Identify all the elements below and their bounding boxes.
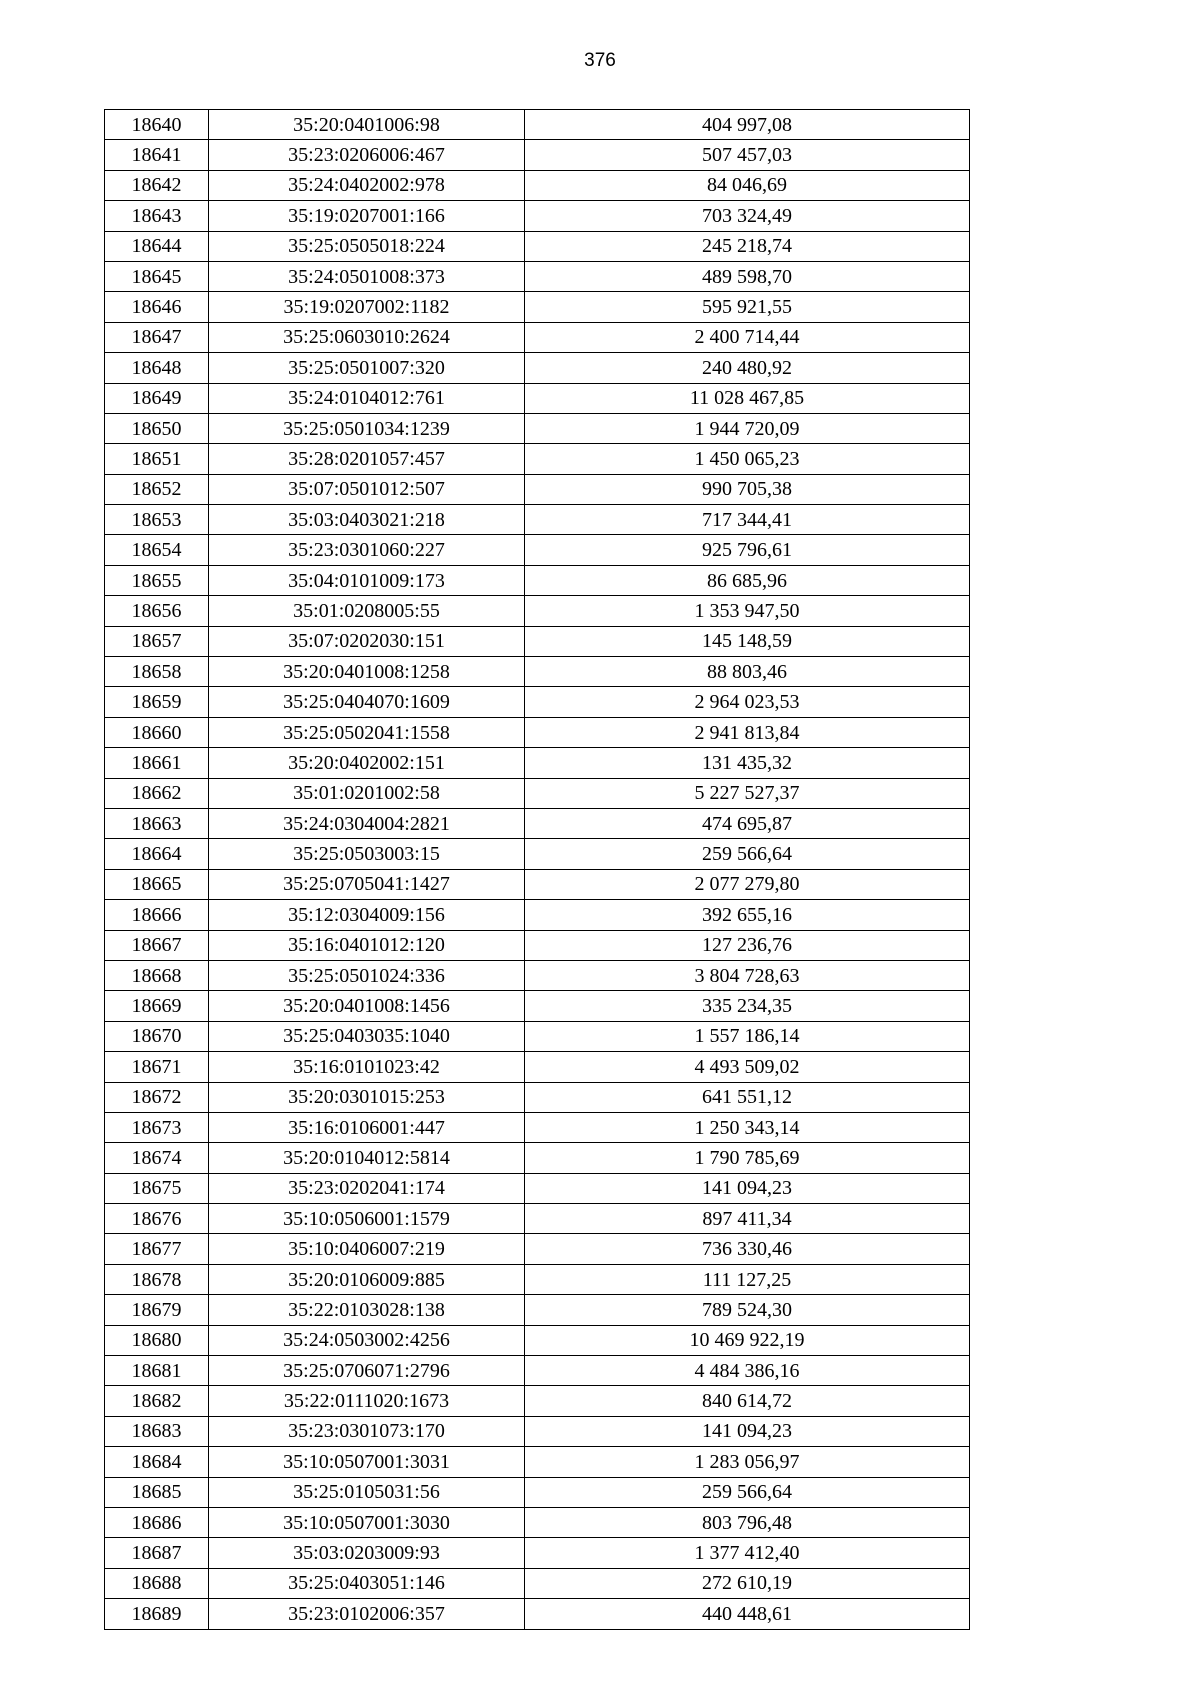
row-number-cell: 18666 <box>105 900 209 930</box>
table-row <box>105 565 970 595</box>
cadastral-value-cell: 4 493 509,02 <box>525 1052 970 1082</box>
table-row <box>105 1173 970 1203</box>
row-number-cell: 18679 <box>105 1295 209 1325</box>
row-number-cell: 18649 <box>105 383 209 413</box>
cadastral-number-cell: 35:25:0501024:336 <box>209 960 525 990</box>
row-number-cell: 18684 <box>105 1447 209 1477</box>
cadastral-number-cell: 35:25:0603010:2624 <box>209 322 525 352</box>
table-row <box>105 717 970 747</box>
cadastral-value-cell: 392 655,16 <box>525 900 970 930</box>
row-number-cell: 18663 <box>105 808 209 838</box>
table-row <box>105 657 970 687</box>
row-number-cell: 18682 <box>105 1386 209 1416</box>
cadastral-number-cell: 35:25:0501034:1239 <box>209 413 525 443</box>
table-row <box>105 1356 970 1386</box>
cadastral-value-cell: 11 028 467,85 <box>525 383 970 413</box>
cadastral-number-cell: 35:25:0505018:224 <box>209 231 525 261</box>
cadastral-value-cell: 245 218,74 <box>525 231 970 261</box>
table-row <box>105 170 970 200</box>
row-number-cell: 18650 <box>105 413 209 443</box>
row-number-cell: 18641 <box>105 140 209 170</box>
row-number-cell: 18681 <box>105 1356 209 1386</box>
table-row <box>105 1477 970 1507</box>
cadastral-value-cell: 272 610,19 <box>525 1568 970 1598</box>
row-number-cell: 18678 <box>105 1264 209 1294</box>
row-number-cell: 18655 <box>105 565 209 595</box>
cadastral-number-cell: 35:22:0111020:1673 <box>209 1386 525 1416</box>
row-number-cell: 18669 <box>105 991 209 1021</box>
table-row <box>105 808 970 838</box>
cadastral-value-cell: 131 435,32 <box>525 748 970 778</box>
table-row <box>105 1234 970 1264</box>
row-number-cell: 18686 <box>105 1507 209 1537</box>
table-row <box>105 201 970 231</box>
row-number-cell: 18657 <box>105 626 209 656</box>
cadastral-number-cell: 35:20:0106009:885 <box>209 1264 525 1294</box>
cadastral-value-cell: 84 046,69 <box>525 170 970 200</box>
table-row <box>105 1052 970 1082</box>
table-row <box>105 413 970 443</box>
row-number-cell: 18644 <box>105 231 209 261</box>
cadastral-value-cell: 595 921,55 <box>525 292 970 322</box>
cadastral-value-cell: 1 944 720,09 <box>525 413 970 443</box>
cadastral-value-cell: 86 685,96 <box>525 565 970 595</box>
table-row <box>105 110 970 140</box>
cadastral-number-cell: 35:23:0301060:227 <box>209 535 525 565</box>
row-number-cell: 18645 <box>105 261 209 291</box>
cadastral-number-cell: 35:12:0304009:156 <box>209 900 525 930</box>
cadastral-value-cell: 925 796,61 <box>525 535 970 565</box>
row-number-cell: 18665 <box>105 869 209 899</box>
cadastral-value-cell: 789 524,30 <box>525 1295 970 1325</box>
row-number-cell: 18662 <box>105 778 209 808</box>
table-row <box>105 1264 970 1294</box>
cadastral-value-cell: 145 148,59 <box>525 626 970 656</box>
cadastral-value-cell: 240 480,92 <box>525 353 970 383</box>
row-number-cell: 18673 <box>105 1112 209 1142</box>
table-row <box>105 991 970 1021</box>
table-row <box>105 505 970 535</box>
cadastral-number-cell: 35:24:0304004:2821 <box>209 808 525 838</box>
cadastral-number-cell: 35:20:0401006:98 <box>209 110 525 140</box>
cadastral-number-cell: 35:16:0101023:42 <box>209 1052 525 1082</box>
table-row <box>105 960 970 990</box>
cadastral-value-cell: 1 283 056,97 <box>525 1447 970 1477</box>
row-number-cell: 18660 <box>105 717 209 747</box>
cadastral-number-cell: 35:10:0507001:3030 <box>209 1507 525 1537</box>
table-row <box>105 353 970 383</box>
cadastral-number-cell: 35:16:0401012:120 <box>209 930 525 960</box>
cadastral-value-cell: 1 353 947,50 <box>525 596 970 626</box>
row-number-cell: 18677 <box>105 1234 209 1264</box>
cadastral-value-cell: 2 964 023,53 <box>525 687 970 717</box>
table-row <box>105 1204 970 1234</box>
table-row <box>105 869 970 899</box>
cadastral-value-cell: 840 614,72 <box>525 1386 970 1416</box>
cadastral-number-cell: 35:24:0503002:4256 <box>209 1325 525 1355</box>
row-number-cell: 18685 <box>105 1477 209 1507</box>
cadastral-number-cell: 35:04:0101009:173 <box>209 565 525 595</box>
cadastral-number-cell: 35:24:0104012:761 <box>209 383 525 413</box>
table-row <box>105 839 970 869</box>
cadastral-number-cell: 35:20:0401008:1456 <box>209 991 525 1021</box>
row-number-cell: 18658 <box>105 657 209 687</box>
table-row <box>105 231 970 261</box>
row-number-cell: 18689 <box>105 1599 209 1629</box>
cadastral-value-cell: 259 566,64 <box>525 839 970 869</box>
table-row <box>105 383 970 413</box>
cadastral-number-cell: 35:25:0105031:56 <box>209 1477 525 1507</box>
row-number-cell: 18675 <box>105 1173 209 1203</box>
cadastral-number-cell: 35:25:0706071:2796 <box>209 1356 525 1386</box>
cadastral-value-cell: 5 227 527,37 <box>525 778 970 808</box>
cadastral-value-cell: 1 450 065,23 <box>525 444 970 474</box>
cadastral-value-cell: 1 790 785,69 <box>525 1143 970 1173</box>
cadastral-number-cell: 35:28:0201057:457 <box>209 444 525 474</box>
cadastral-value-cell: 2 941 813,84 <box>525 717 970 747</box>
table-row <box>105 1416 970 1446</box>
table-row <box>105 1447 970 1477</box>
table-row <box>105 322 970 352</box>
cadastral-value-cell: 507 457,03 <box>525 140 970 170</box>
cadastral-value-cell: 2 077 279,80 <box>525 869 970 899</box>
cadastral-number-cell: 35:25:0403035:1040 <box>209 1021 525 1051</box>
cadastral-number-cell: 35:10:0406007:219 <box>209 1234 525 1264</box>
table-row <box>105 1143 970 1173</box>
cadastral-number-cell: 35:23:0202041:174 <box>209 1173 525 1203</box>
row-number-cell: 18646 <box>105 292 209 322</box>
row-number-cell: 18651 <box>105 444 209 474</box>
table-row <box>105 1325 970 1355</box>
cadastral-value-cell: 803 796,48 <box>525 1507 970 1537</box>
row-number-cell: 18647 <box>105 322 209 352</box>
row-number-cell: 18667 <box>105 930 209 960</box>
table-row <box>105 778 970 808</box>
cadastral-value-cell: 474 695,87 <box>525 808 970 838</box>
cadastral-value-cell: 141 094,23 <box>525 1416 970 1446</box>
cadastral-value-cell: 127 236,76 <box>525 930 970 960</box>
table-row <box>105 292 970 322</box>
cadastral-number-cell: 35:20:0301015:253 <box>209 1082 525 1112</box>
cadastral-value-cell: 4 484 386,16 <box>525 1356 970 1386</box>
cadastral-value-cell: 703 324,49 <box>525 201 970 231</box>
row-number-cell: 18683 <box>105 1416 209 1446</box>
cadastral-number-cell: 35:10:0507001:3031 <box>209 1447 525 1477</box>
table-row <box>105 1599 970 1629</box>
cadastral-number-cell: 35:03:0203009:93 <box>209 1538 525 1568</box>
row-number-cell: 18643 <box>105 201 209 231</box>
row-number-cell: 18659 <box>105 687 209 717</box>
row-number-cell: 18656 <box>105 596 209 626</box>
cadastral-value-cell: 3 804 728,63 <box>525 960 970 990</box>
cadastral-value-cell: 259 566,64 <box>525 1477 970 1507</box>
page-number: 376 <box>584 50 616 71</box>
row-number-cell: 18688 <box>105 1568 209 1598</box>
cadastral-value-cell: 990 705,38 <box>525 474 970 504</box>
row-number-cell: 18653 <box>105 505 209 535</box>
row-number-cell: 18680 <box>105 1325 209 1355</box>
row-number-cell: 18674 <box>105 1143 209 1173</box>
cadastral-value-cell: 1 557 186,14 <box>525 1021 970 1051</box>
row-number-cell: 18648 <box>105 353 209 383</box>
table-row <box>105 930 970 960</box>
row-number-cell: 18687 <box>105 1538 209 1568</box>
cadastral-value-cell: 335 234,35 <box>525 991 970 1021</box>
cadastral-number-cell: 35:20:0104012:5814 <box>209 1143 525 1173</box>
cadastral-value-cell: 1 250 343,14 <box>525 1112 970 1142</box>
table-row <box>105 1507 970 1537</box>
cadastral-number-cell: 35:03:0403021:218 <box>209 505 525 535</box>
cadastral-number-cell: 35:25:0503003:15 <box>209 839 525 869</box>
cadastral-number-cell: 35:07:0202030:151 <box>209 626 525 656</box>
cadastral-number-cell: 35:20:0402002:151 <box>209 748 525 778</box>
cadastral-number-cell: 35:25:0705041:1427 <box>209 869 525 899</box>
table-row <box>105 1082 970 1112</box>
table-row <box>105 1568 970 1598</box>
table-row <box>105 1538 970 1568</box>
table-row <box>105 1295 970 1325</box>
table-row <box>105 900 970 930</box>
cadastral-number-cell: 35:19:0207002:1182 <box>209 292 525 322</box>
cadastral-value-cell: 1 377 412,40 <box>525 1538 970 1568</box>
table-row <box>105 596 970 626</box>
row-number-cell: 18654 <box>105 535 209 565</box>
table-row <box>105 687 970 717</box>
cadastral-value-cell: 897 411,34 <box>525 1204 970 1234</box>
cadastral-value-cell: 440 448,61 <box>525 1599 970 1629</box>
cadastral-number-cell: 35:25:0502041:1558 <box>209 717 525 747</box>
cadastral-number-cell: 35:01:0208005:55 <box>209 596 525 626</box>
cadastral-number-cell: 35:22:0103028:138 <box>209 1295 525 1325</box>
row-number-cell: 18670 <box>105 1021 209 1051</box>
cadastral-number-cell: 35:25:0403051:146 <box>209 1568 525 1598</box>
cadastral-value-cell: 2 400 714,44 <box>525 322 970 352</box>
cadastral-number-cell: 35:24:0402002:978 <box>209 170 525 200</box>
cadastral-value-cell: 641 551,12 <box>525 1082 970 1112</box>
cadastral-number-cell: 35:23:0206006:467 <box>209 140 525 170</box>
table-row <box>105 261 970 291</box>
cadastral-value-cell: 404 997,08 <box>525 110 970 140</box>
cadastral-number-cell: 35:20:0401008:1258 <box>209 657 525 687</box>
cadastral-value-cell: 88 803,46 <box>525 657 970 687</box>
cadastral-value-cell: 141 094,23 <box>525 1173 970 1203</box>
row-number-cell: 18676 <box>105 1204 209 1234</box>
table-row <box>105 140 970 170</box>
cadastral-number-cell: 35:16:0106001:447 <box>209 1112 525 1142</box>
row-number-cell: 18668 <box>105 960 209 990</box>
row-number-cell: 18672 <box>105 1082 209 1112</box>
table-row <box>105 1112 970 1142</box>
cadastral-number-cell: 35:19:0207001:166 <box>209 201 525 231</box>
table-body <box>105 110 970 1630</box>
table-row <box>105 474 970 504</box>
cadastral-value-cell: 10 469 922,19 <box>525 1325 970 1355</box>
table-row <box>105 444 970 474</box>
row-number-cell: 18642 <box>105 170 209 200</box>
table-row <box>105 535 970 565</box>
cadastral-value-cell: 489 598,70 <box>525 261 970 291</box>
cadastral-value-table <box>104 109 970 1630</box>
row-number-cell: 18671 <box>105 1052 209 1082</box>
cadastral-number-cell: 35:25:0404070:1609 <box>209 687 525 717</box>
cadastral-value-cell: 111 127,25 <box>525 1264 970 1294</box>
cadastral-number-cell: 35:24:0501008:373 <box>209 261 525 291</box>
cadastral-value-cell: 717 344,41 <box>525 505 970 535</box>
table-row <box>105 748 970 778</box>
cadastral-number-cell: 35:25:0501007:320 <box>209 353 525 383</box>
cadastral-number-cell: 35:10:0506001:1579 <box>209 1204 525 1234</box>
table-row <box>105 1386 970 1416</box>
row-number-cell: 18661 <box>105 748 209 778</box>
cadastral-number-cell: 35:23:0301073:170 <box>209 1416 525 1446</box>
cadastral-number-cell: 35:07:0501012:507 <box>209 474 525 504</box>
cadastral-number-cell: 35:01:0201002:58 <box>209 778 525 808</box>
table-row <box>105 1021 970 1051</box>
row-number-cell: 18640 <box>105 110 209 140</box>
cadastral-number-cell: 35:23:0102006:357 <box>209 1599 525 1629</box>
table-row <box>105 626 970 656</box>
row-number-cell: 18664 <box>105 839 209 869</box>
cadastral-value-cell: 736 330,46 <box>525 1234 970 1264</box>
row-number-cell: 18652 <box>105 474 209 504</box>
